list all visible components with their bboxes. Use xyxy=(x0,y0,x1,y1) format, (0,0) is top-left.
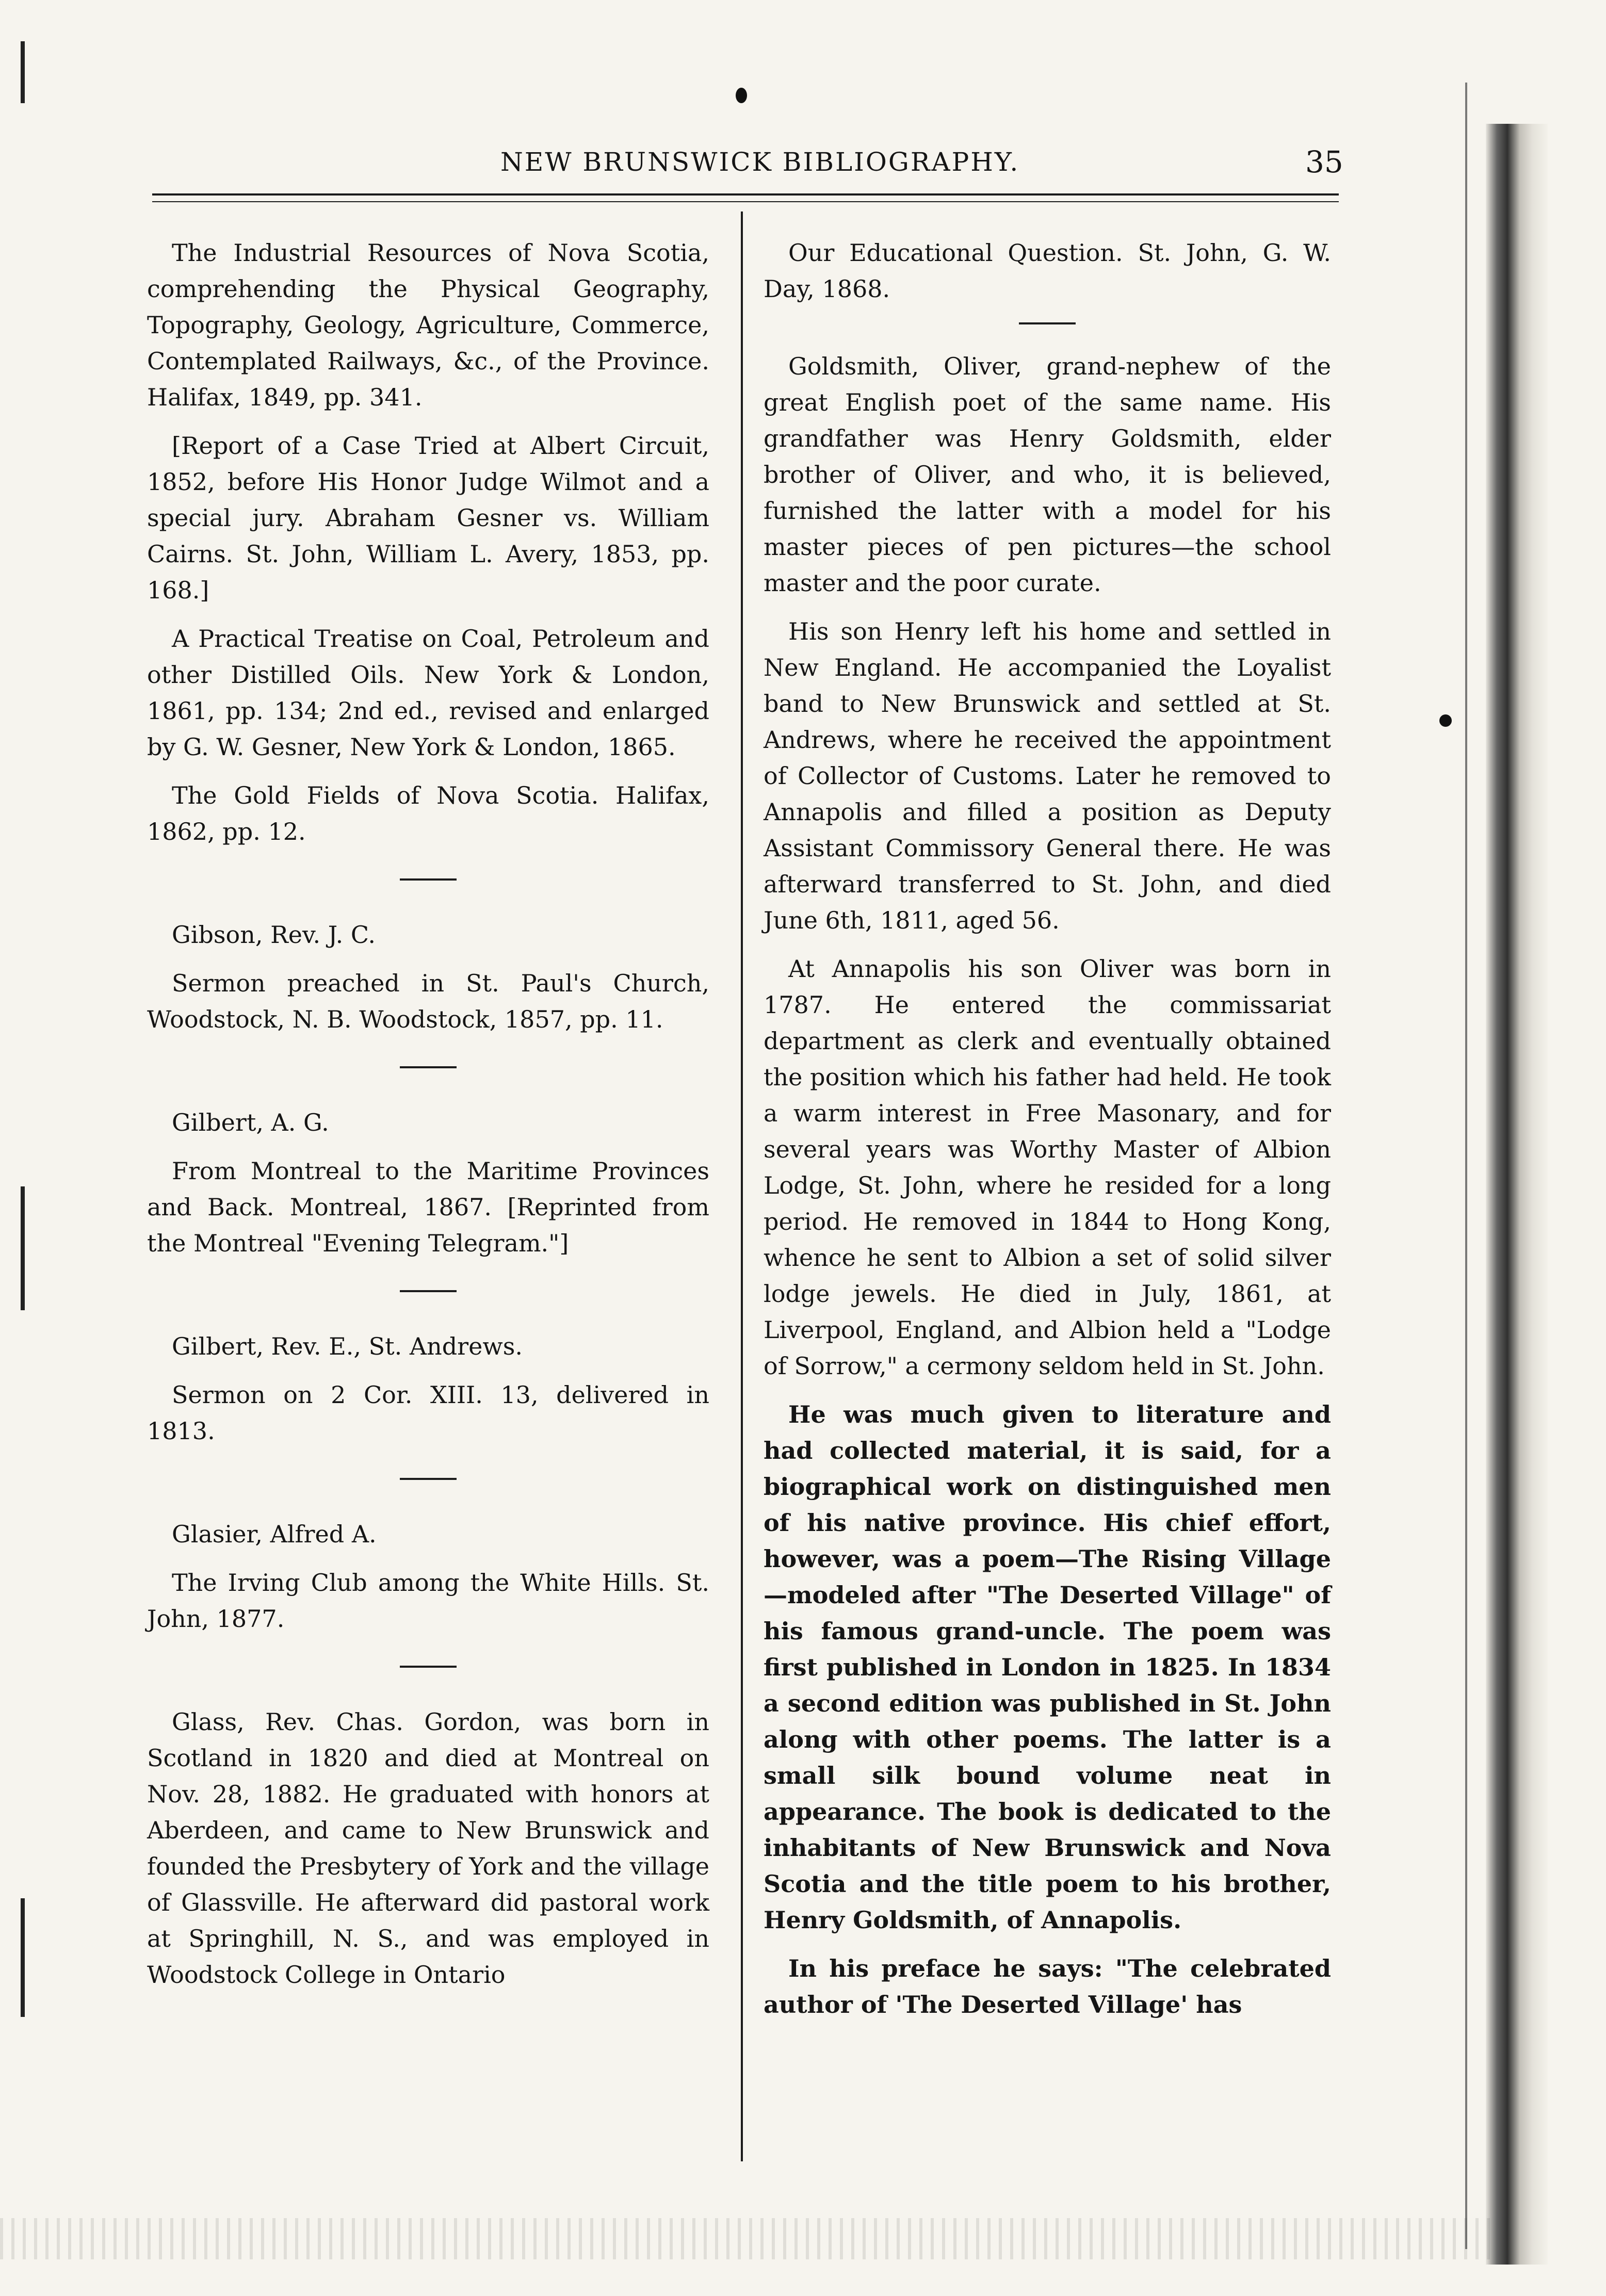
entry-paragraph: A Practical Treatise on Coal, Petroleum and other Distilled Oils. New York & London, 1861, pp. 134; 2nd ed., revised and enlarged by G. W. Gesner, New York & London, 1865. xyxy=(147,625,709,761)
entry-separator xyxy=(400,1666,457,1668)
entry-paragraph: From Montreal to the Maritime Provinces and Back. Montreal, 1867. [Reprinted from the Montreal "Evening Telegram."] xyxy=(147,1157,709,1257)
author-name: Gilbert, Rev. E., St. Andrews. xyxy=(172,1332,523,1360)
header-rule xyxy=(152,193,1339,196)
right-column xyxy=(764,235,1331,2035)
page-number: 35 xyxy=(1305,144,1343,180)
entry-paragraph: The Irving Club among the White Hills. St. John, 1877. xyxy=(147,1569,709,1633)
ink-spot xyxy=(1439,714,1452,727)
author-name: Gilbert, A. G. xyxy=(172,1109,329,1136)
entry-paragraph: Sermon on 2 Cor. XIII. 13, delivered in 1813. xyxy=(147,1381,709,1445)
scan-edge-mark xyxy=(21,1898,25,2017)
scan-noise xyxy=(0,2218,1496,2259)
scan-edge-mark xyxy=(21,41,25,103)
entry-paragraph: Goldsmith, Oliver, grand-nephew of the great English poet of the same name. His grandfather was Henry Goldsmith, elder brother of Oliver, and who, it is believed, furnished the latter with a model for his master pieces of pen pictures—the school master and the poor curate. xyxy=(764,352,1331,597)
entry-paragraph: Sermon preached in St. Paul's Church, Woodstock, N. B. Woodstock, 1857, pp. 11. xyxy=(147,969,709,1033)
entry-paragraph: [Report of a Case Tried at Albert Circuit, 1852, before His Honor Judge Wilmot and a special jury. Abraham Gesner vs. William Cairns. St. John, William L. Avery, 1853, pp. 168.] xyxy=(147,432,709,604)
column-divider xyxy=(741,211,743,2161)
scan-binding-line xyxy=(1465,83,1467,2249)
header-rule-thin xyxy=(152,201,1339,202)
scan-binding-shadow xyxy=(1486,124,1548,2265)
entry-separator xyxy=(1019,322,1076,324)
entry-paragraph: Glass, Rev. Chas. Gordon, was born in Scotland in 1820 and died at Montreal on Nov. 28, 1882. He graduated with honors at Aberdeen, and came to New Brunswick and founded the Presbytery of York and the village of Glassville. He afterward did pastoral work at Springhill, N. S., and was employed in Woodstock College in Ontario xyxy=(147,1708,709,1989)
left-column xyxy=(147,235,709,2005)
entry-paragraph: Our Educational Question. St. John, G. W. Day, 1868. xyxy=(764,239,1331,303)
entry-separator xyxy=(400,1478,457,1480)
running-title: NEW BRUNSWICK BIBLIOGRAPHY. xyxy=(500,147,1020,177)
entry-paragraph: At Annapolis his son Oliver was born in 1787. He entered the commissariat department as clerk and eventually obtained the position which his father had held. He took a warm interest in Free Masonary, and for several years was Worthy Master of Albion Lodge, St. John, where he resided for a long period. He removed in 1844 to Hong Kong, whence he sent to Albion a set of solid silver lodge jewels. He died in July, 1861, at Liverpool, England, and Albion held a "Lodge of Sorrow," a cermony seldom held in St. John. xyxy=(764,955,1331,1380)
entry-separator xyxy=(400,878,457,881)
entry-paragraph: The Gold Fields of Nova Scotia. Halifax, 1862, pp. 12. xyxy=(147,781,709,845)
ink-spot xyxy=(736,88,747,103)
entry-paragraph: The Industrial Resources of Nova Scotia, comprehending the Physical Geography, Topography, Geology, Agriculture, Commerce, Contemplated Railways, &c., of the Province. Halifax, 1849, pp. 341. xyxy=(147,239,709,411)
entry-separator xyxy=(400,1066,457,1068)
entry-paragraph: He was much given to literature and had collected material, it is said, for a biographical work on distinguished men of his native province. His chief effort, however, was a poem—The Rising Village—modeled after "The Deserted Village" of his famous grand-uncle. The poem was first published in London in 1825. In 1834 a second edition was published in St. John along with other poems. The latter is a small silk bound volume neat in appearance. The book is dedicated to the inhabitants of New Brunswick and Nova Scotia and the title poem to his brother, Henry Goldsmith, of Annapolis. xyxy=(764,1401,1331,1934)
entry-paragraph: In his preface he says: "The celebrated author of 'The Deserted Village' has xyxy=(764,1955,1331,2018)
entry-paragraph: His son Henry left his home and settled in New England. He accompanied the Loyalist band to New Brunswick and settled at St. Andrews, where he received the appointment of Collector of Customs. Later he removed to Annapolis and filled a position as Deputy Assistant Commissory General there. He was afterward transferred to St. John, and died June 6th, 1811, aged 56. xyxy=(764,617,1331,934)
author-name: Gibson, Rev. J. C. xyxy=(172,921,376,949)
author-name: Glasier, Alfred A. xyxy=(172,1520,377,1548)
scan-edge-mark xyxy=(21,1186,25,1310)
entry-separator xyxy=(400,1290,457,1292)
